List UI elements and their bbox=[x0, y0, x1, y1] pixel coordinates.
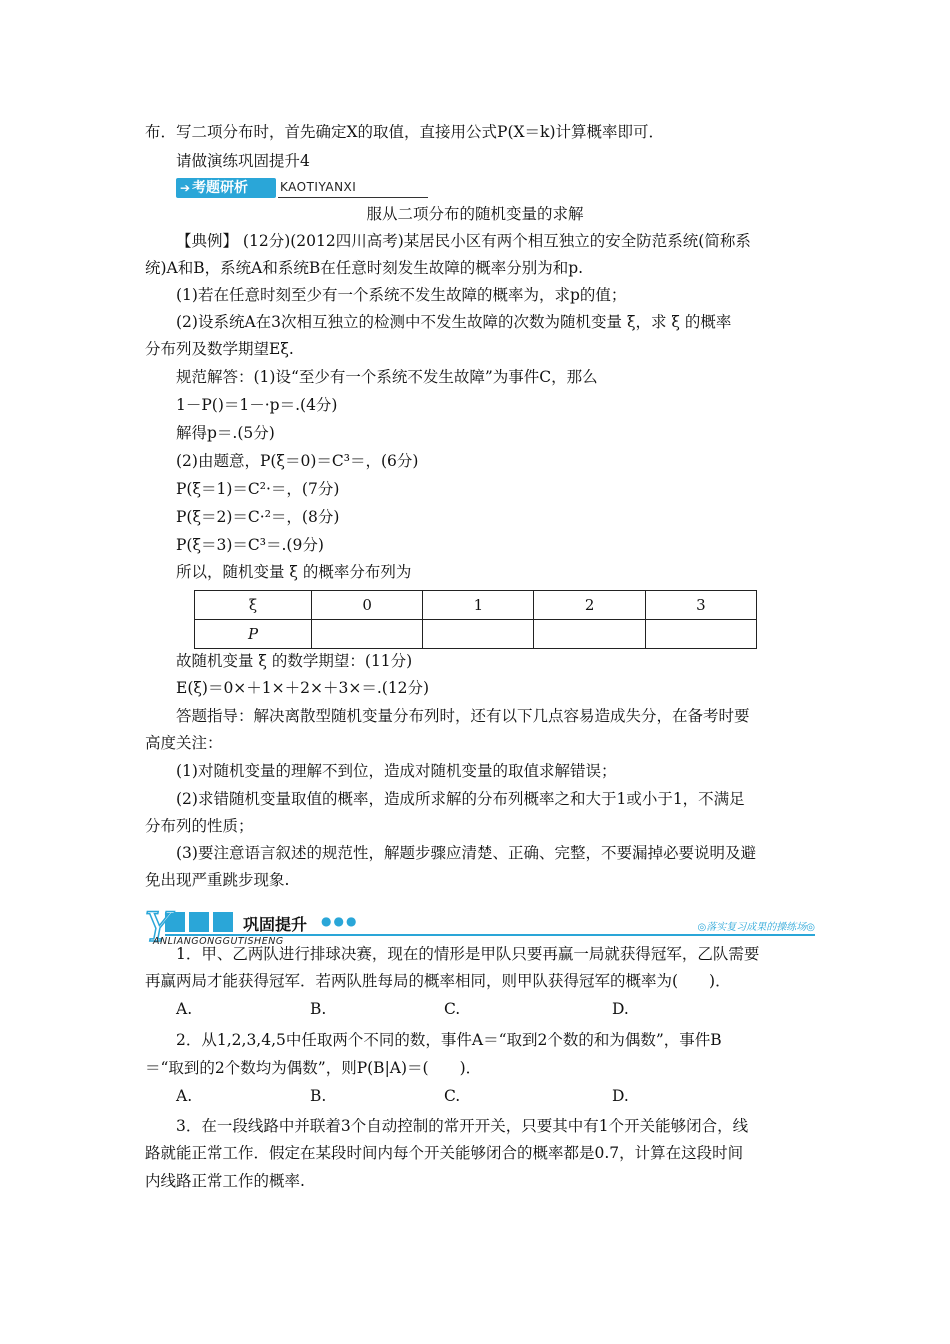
text-line: 免出现严重跳步现象. bbox=[145, 871, 290, 889]
banner-english: ANLIANGONGGUTISHENG bbox=[153, 936, 284, 947]
table-cell: 1 bbox=[423, 591, 534, 620]
text-line: 1．甲、乙两队进行排球决赛，现在的情形是甲队只要再赢一局就获得冠军，乙队需要 bbox=[176, 945, 760, 963]
text-line: P(ξ＝2)＝C·²＝，(8分) bbox=[176, 508, 340, 526]
table-cell: P bbox=[195, 620, 312, 649]
section-banner-gonggu bbox=[145, 905, 815, 951]
text-line: 内线路正常工作的概率. bbox=[145, 1172, 305, 1190]
text-line: 2．从1,2,3,4,5中任取两个不同的数，事件A＝“取到2个数的和为偶数”，事件B bbox=[176, 1031, 722, 1049]
text-line: (2)设系统A在3次相互独立的检测中不发生故障的次数为随机变量 ξ，求 ξ 的概率 bbox=[176, 313, 732, 331]
option-d: D. bbox=[612, 1087, 629, 1105]
text-line: 规范解答：(1)设“至少有一个系统不发生故障”为事件C，那么 bbox=[176, 368, 598, 386]
arrow-icon: ➔ bbox=[180, 181, 191, 195]
option-d: D. bbox=[612, 1000, 629, 1018]
text-line: 1－P()＝1－·p＝.(4分) bbox=[176, 396, 338, 414]
table-cell: 0 bbox=[312, 591, 423, 620]
text-line: 分布列及数学期望Eξ. bbox=[145, 340, 294, 358]
table-cell: ξ bbox=[195, 591, 312, 620]
text-line: 解得p＝.(5分) bbox=[176, 424, 275, 442]
text-line: 【典例】 (12分)(2012四川高考)某居民小区有两个相互独立的安全防范系统(简称系 bbox=[176, 232, 751, 250]
text-line: 布．写二项分布时，首先确定X的取值，直接用公式P(X＝k)计算概率即可． bbox=[145, 123, 664, 141]
banner-english: KAOTIYANXI bbox=[280, 180, 357, 194]
text-line: 所以，随机变量 ξ 的概率分布列为 bbox=[176, 563, 412, 581]
banner-bars bbox=[165, 912, 237, 932]
table-cell bbox=[645, 620, 756, 649]
text-line: E(ξ)＝0×＋1×＋2×＋3×＝.(12分) bbox=[176, 679, 430, 697]
text-line: ＝“取到的2个数均为偶数”，则P(B|A)＝( )． bbox=[145, 1059, 482, 1077]
text-line: 3．在一段线路中并联着3个自动控制的常开开关，只要其中有1个开关能够闭合，线 bbox=[176, 1117, 749, 1135]
option-b: B. bbox=[310, 1000, 327, 1018]
table-cell: 3 bbox=[645, 591, 756, 620]
banner-label: 考题研析 bbox=[192, 180, 249, 196]
text-line: (2)由题意，P(ξ＝0)＝C³＝，(6分) bbox=[176, 452, 419, 470]
banner-letter: Y bbox=[145, 905, 172, 951]
option-b: B. bbox=[310, 1087, 327, 1105]
text-line: (1)若在任意时刻至少有一个系统不发生故障的概率为，求p的值； bbox=[176, 286, 627, 304]
table-cell: 2 bbox=[534, 591, 645, 620]
text-line: 路就能正常工作．假定在某段时间内每个开关能够闭合的概率都是0.7，计算在这段时间 bbox=[145, 1144, 744, 1162]
table-row bbox=[195, 591, 757, 620]
banner-tag bbox=[176, 178, 276, 198]
banner-rule bbox=[278, 197, 428, 198]
section-title: 服从二项分布的随机变量的求解 bbox=[366, 205, 584, 223]
banner-label: 巩固提升 bbox=[243, 915, 308, 934]
text-line: (3)要注意语言叙述的规范性，解题步骤应清楚、正确、完整，不要漏掉必要说明及避 bbox=[176, 844, 756, 862]
table-row bbox=[195, 620, 757, 649]
option-c: C. bbox=[444, 1000, 461, 1018]
text-line: 分布列的性质； bbox=[145, 817, 254, 835]
text-line: 答题指导：解决离散型随机变量分布列时，还有以下几点容易造成失分，在备考时要 bbox=[176, 707, 750, 725]
table-cell bbox=[534, 620, 645, 649]
text-line: P(ξ＝3)＝C³＝.(9分) bbox=[176, 536, 324, 554]
option-c: C. bbox=[444, 1087, 461, 1105]
text-line: 请做演练巩固提升4 bbox=[176, 152, 310, 170]
text-line: 故随机变量 ξ 的数学期望：(11分) bbox=[176, 652, 413, 670]
text-line: 统)A和B，系统A和系统B在任意时刻发生故障的概率分别为和p. bbox=[145, 259, 584, 277]
option-a: A. bbox=[176, 1087, 193, 1105]
text-line: P(ξ＝1)＝C²·＝，(7分) bbox=[176, 480, 340, 498]
table-cell bbox=[312, 620, 423, 649]
section-banner-kaoti bbox=[176, 178, 428, 200]
option-a: A. bbox=[176, 1000, 193, 1018]
text-line: (1)对随机变量的理解不到位，造成对随机变量的取值求解错误； bbox=[176, 762, 617, 780]
text-line: 再赢两局才能获得冠军．若两队胜每局的概率相同，则甲队获得冠军的概率为( )． bbox=[145, 972, 731, 990]
dots-icon: ●●● bbox=[321, 914, 359, 928]
table-cell bbox=[423, 620, 534, 649]
text-line: (2)求错随机变量取值的概率，造成所求解的分布列概率之和大于1或小于1，不满足 bbox=[176, 790, 745, 808]
distribution-table bbox=[194, 590, 757, 649]
text-line: 高度关注： bbox=[145, 734, 223, 752]
banner-right-text: ◎落实复习成果的操练场◎ bbox=[697, 922, 815, 933]
